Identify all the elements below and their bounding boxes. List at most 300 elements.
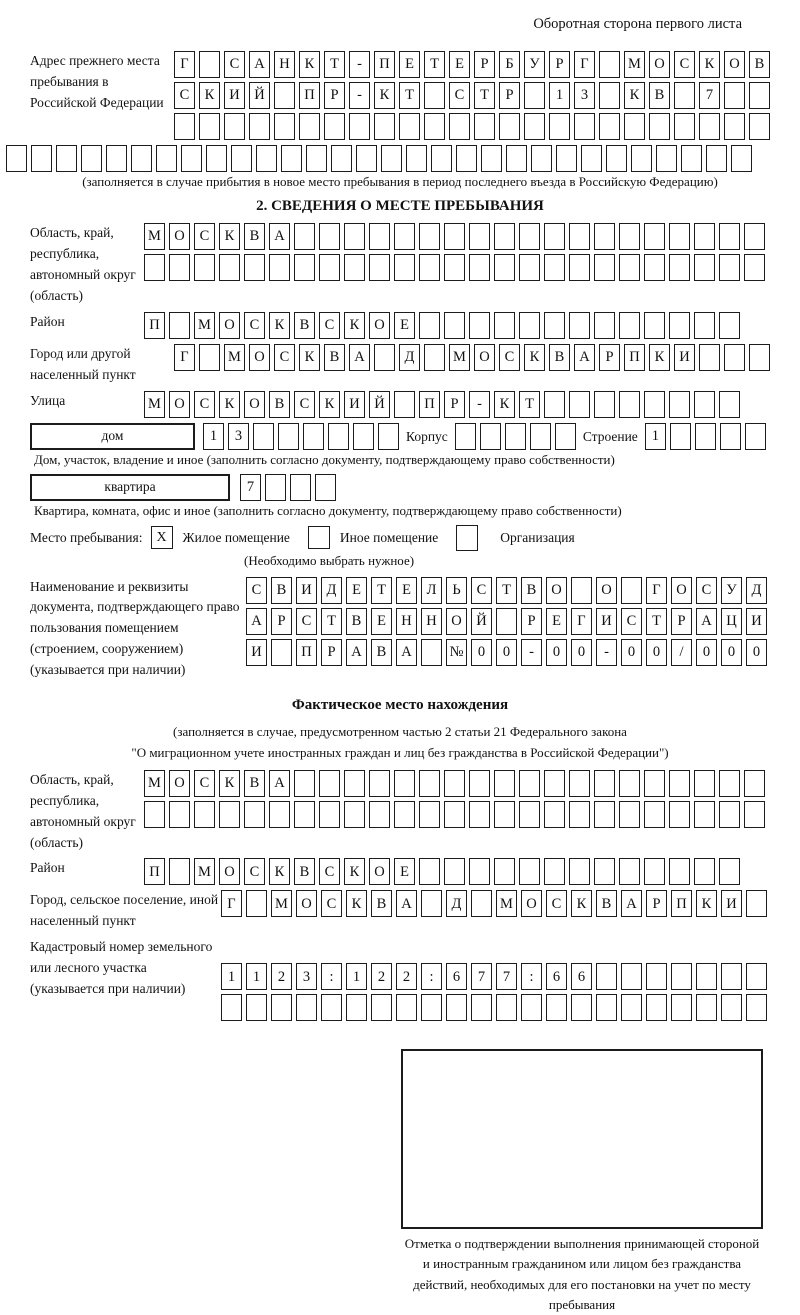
char-cell: А (621, 890, 642, 917)
char-cell: К (269, 858, 290, 885)
char-cell (519, 858, 540, 885)
char-cell (444, 254, 465, 281)
region-grid (144, 223, 765, 281)
char-cell: П (419, 391, 440, 418)
char-cell (731, 145, 752, 172)
char-cell: М (271, 890, 292, 917)
char-cell (221, 994, 242, 1021)
char-cell: Р (474, 51, 495, 78)
char-cell (181, 145, 202, 172)
char-cell (669, 801, 690, 828)
char-cell (719, 391, 740, 418)
char-cell (421, 994, 442, 1021)
char-cell (644, 858, 665, 885)
char-cell: 1 (549, 82, 570, 109)
char-cell: О (446, 608, 467, 635)
char-cell: В (596, 890, 617, 917)
char-cell (596, 963, 617, 990)
char-cell (399, 113, 420, 140)
char-cell: 1 (203, 423, 224, 450)
char-cell (524, 113, 545, 140)
char-cell (644, 801, 665, 828)
region-field (6, 223, 794, 307)
char-cell (594, 391, 615, 418)
char-cell (369, 223, 390, 250)
char-cell: Е (394, 858, 415, 885)
char-cell (506, 145, 527, 172)
char-cell: С (674, 51, 695, 78)
char-cell: О (596, 577, 617, 604)
prev-address-row-3 (174, 113, 770, 140)
char-cell: О (474, 344, 495, 371)
char-cell (631, 145, 652, 172)
char-cell: К (649, 344, 670, 371)
char-cell (371, 994, 392, 1021)
char-cell: К (374, 82, 395, 109)
char-cell (746, 963, 767, 990)
char-cell (471, 994, 492, 1021)
char-cell (471, 890, 492, 917)
char-cell (381, 145, 402, 172)
char-cell: А (696, 608, 717, 635)
char-cell (265, 474, 286, 501)
char-cell: Г (571, 608, 592, 635)
char-cell: № (446, 639, 467, 666)
city-row (174, 344, 770, 371)
district-row (144, 312, 740, 339)
char-cell: О (649, 51, 670, 78)
confirmation-stamp-box (401, 1049, 763, 1229)
char-cell: С (224, 51, 245, 78)
char-cell (469, 254, 490, 281)
char-cell (369, 801, 390, 828)
char-cell (544, 223, 565, 250)
char-cell: Т (519, 391, 540, 418)
char-cell: К (299, 51, 320, 78)
char-cell (569, 254, 590, 281)
char-cell (594, 770, 615, 797)
char-cell: К (344, 312, 365, 339)
char-cell: М (144, 770, 165, 797)
char-cell: 3 (574, 82, 595, 109)
char-cell (256, 145, 277, 172)
char-cell: О (249, 344, 270, 371)
actual-city-field (6, 890, 794, 932)
char-cell: 2 (271, 963, 292, 990)
char-cell: Р (521, 608, 542, 635)
char-cell (569, 858, 590, 885)
char-cell: Т (646, 608, 667, 635)
char-cell: 7 (471, 963, 492, 990)
char-cell: 6 (571, 963, 592, 990)
char-cell: Й (471, 608, 492, 635)
char-cell: С (499, 344, 520, 371)
char-cell (494, 858, 515, 885)
stay-option-other-premises-checkbox (308, 526, 330, 549)
house-type-box: дом (30, 423, 195, 450)
actual-location-title: Фактическое место нахождения (291, 697, 509, 714)
char-cell: 0 (546, 639, 567, 666)
char-cell: А (396, 890, 417, 917)
char-cell (649, 113, 670, 140)
char-cell: 0 (746, 639, 767, 666)
char-cell (199, 51, 220, 78)
char-cell: К (494, 391, 515, 418)
char-cell (169, 254, 190, 281)
char-cell: О (296, 890, 317, 917)
prev-address-grid (174, 51, 770, 140)
char-cell: О (546, 577, 567, 604)
char-cell (619, 312, 640, 339)
document-field (6, 577, 794, 682)
stay-type-field (30, 525, 794, 551)
char-cell (721, 994, 742, 1021)
char-cell: Р (321, 639, 342, 666)
actual-city-row (221, 890, 767, 917)
char-cell (746, 994, 767, 1021)
char-cell (646, 963, 667, 990)
char-cell (419, 858, 440, 885)
char-cell (546, 994, 567, 1021)
stay-option-organization-checkbox (456, 525, 478, 551)
char-cell: 6 (546, 963, 567, 990)
char-cell: К (219, 223, 240, 250)
char-cell: Р (499, 82, 520, 109)
char-cell (194, 254, 215, 281)
char-cell: 6 (446, 963, 467, 990)
char-cell: Р (646, 890, 667, 917)
char-cell: Д (746, 577, 767, 604)
char-cell: С (296, 608, 317, 635)
char-cell (374, 113, 395, 140)
char-cell (624, 113, 645, 140)
char-cell (519, 312, 540, 339)
char-cell: 0 (646, 639, 667, 666)
char-cell: С (194, 770, 215, 797)
char-cell (344, 801, 365, 828)
char-cell (174, 113, 195, 140)
char-cell (194, 801, 215, 828)
char-cell: Р (599, 344, 620, 371)
char-cell (599, 51, 620, 78)
char-cell (719, 801, 740, 828)
char-cell: А (574, 344, 595, 371)
char-cell (294, 254, 315, 281)
stay-type-label: Место пребывания: (30, 529, 143, 545)
document-row-3 (246, 639, 767, 666)
char-cell (544, 801, 565, 828)
char-cell: Е (371, 608, 392, 635)
char-cell (621, 577, 642, 604)
char-cell (419, 312, 440, 339)
actual-region-label: Область, край, республика, автономный округ (область) (30, 771, 136, 850)
char-cell (696, 963, 717, 990)
char-cell (353, 423, 374, 450)
char-cell: О (724, 51, 745, 78)
char-cell (169, 801, 190, 828)
char-cell: К (696, 890, 717, 917)
char-cell (494, 223, 515, 250)
char-cell (144, 801, 165, 828)
char-cell: / (671, 639, 692, 666)
char-cell: С (546, 890, 567, 917)
char-cell: Е (399, 51, 420, 78)
char-cell: М (496, 890, 517, 917)
char-cell: П (144, 312, 165, 339)
stroenie-cells (645, 423, 766, 450)
char-cell: М (224, 344, 245, 371)
char-cell (594, 223, 615, 250)
char-cell (421, 639, 442, 666)
char-cell (746, 890, 767, 917)
char-cell: Г (174, 344, 195, 371)
char-cell: В (294, 858, 315, 885)
char-cell: : (521, 963, 542, 990)
char-cell (419, 770, 440, 797)
char-cell (569, 770, 590, 797)
char-cell (694, 801, 715, 828)
char-cell (349, 113, 370, 140)
char-cell: Е (449, 51, 470, 78)
char-cell: В (346, 608, 367, 635)
prev-address-label: Адрес прежнего места пребывания в Российской Федерации (30, 53, 164, 110)
char-cell (131, 145, 152, 172)
char-cell (669, 312, 690, 339)
char-cell: В (269, 391, 290, 418)
char-cell (31, 145, 52, 172)
char-cell (699, 344, 720, 371)
cadastre-field (6, 937, 794, 1021)
char-cell (569, 312, 590, 339)
char-cell (231, 145, 252, 172)
char-cell (619, 223, 640, 250)
char-cell (455, 423, 476, 450)
char-cell (694, 254, 715, 281)
prev-address-row-1 (174, 51, 770, 78)
char-cell (720, 423, 741, 450)
char-cell (594, 254, 615, 281)
char-cell: Н (396, 608, 417, 635)
char-cell (670, 423, 691, 450)
char-cell (444, 770, 465, 797)
char-cell (321, 994, 342, 1021)
stroenie-label: Строение (582, 428, 638, 444)
char-cell: П (624, 344, 645, 371)
char-cell: К (699, 51, 720, 78)
char-cell: Ц (721, 608, 742, 635)
char-cell (469, 858, 490, 885)
apartment-note: Квартира, комната, офис и иное (заполнить согласно документу, подтверждающему право собственности) (34, 502, 622, 518)
char-cell (724, 113, 745, 140)
char-cell: О (219, 858, 240, 885)
char-cell: Г (574, 51, 595, 78)
char-cell: В (549, 344, 570, 371)
char-cell (619, 801, 640, 828)
char-cell (244, 254, 265, 281)
char-cell: К (319, 391, 340, 418)
char-cell: К (199, 82, 220, 109)
char-cell: С (274, 344, 295, 371)
prev-address-row-2 (174, 82, 770, 109)
char-cell: К (269, 312, 290, 339)
char-cell: 0 (496, 639, 517, 666)
document-label: Наименование и реквизиты документа, подтверждающего право пользования помещением (строением, сооружением) (указывается при наличии) (30, 578, 240, 678)
char-cell (224, 113, 245, 140)
document-row-1 (246, 577, 767, 604)
confirmation-stamp-note: Отметка о подтверждении выполнения принимающей стороной и иностранным гражданином или лицом без гражданства действий, необходимых для его постановки на учет по месту пребывания (404, 1236, 760, 1312)
char-cell (644, 312, 665, 339)
city-field (6, 344, 794, 386)
char-cell (681, 145, 702, 172)
house-field (30, 423, 794, 450)
char-cell: 7 (240, 474, 261, 501)
char-cell (496, 994, 517, 1021)
char-cell: М (449, 344, 470, 371)
char-cell (699, 113, 720, 140)
char-cell: А (346, 639, 367, 666)
char-cell (169, 312, 190, 339)
char-cell: П (144, 858, 165, 885)
prev-address-note: (заполняется в случае прибытия в новое место пребывания в период последнего въезда в Российскую Федерацию) (82, 174, 718, 189)
char-cell: В (294, 312, 315, 339)
char-cell (444, 312, 465, 339)
char-cell (346, 994, 367, 1021)
char-cell (646, 994, 667, 1021)
char-cell (431, 145, 452, 172)
char-cell: - (521, 639, 542, 666)
char-cell (319, 770, 340, 797)
char-cell (674, 113, 695, 140)
char-cell: Н (274, 51, 295, 78)
char-cell (444, 858, 465, 885)
char-cell: : (421, 963, 442, 990)
actual-location-note-line1: (заполняется в случае, предусмотренном частью 2 статьи 21 Федерального закона (173, 724, 627, 740)
char-cell: И (746, 608, 767, 635)
char-cell (469, 801, 490, 828)
char-cell: А (349, 344, 370, 371)
char-cell: О (369, 312, 390, 339)
char-cell (290, 474, 311, 501)
char-cell (619, 391, 640, 418)
char-cell (294, 770, 315, 797)
char-cell (496, 608, 517, 635)
char-cell (544, 312, 565, 339)
char-cell (669, 770, 690, 797)
apartment-type-box: квартира (30, 474, 230, 501)
char-cell: И (674, 344, 695, 371)
char-cell (656, 145, 677, 172)
char-cell: И (344, 391, 365, 418)
char-cell (306, 145, 327, 172)
char-cell (569, 223, 590, 250)
char-cell (219, 801, 240, 828)
char-cell (278, 423, 299, 450)
char-cell (156, 145, 177, 172)
char-cell: С (194, 391, 215, 418)
char-cell (530, 423, 551, 450)
char-cell (749, 82, 770, 109)
actual-region-grid (144, 770, 765, 828)
char-cell (494, 801, 515, 828)
char-cell: Т (424, 51, 445, 78)
char-cell: 0 (696, 639, 717, 666)
char-cell (555, 423, 576, 450)
actual-district-field (6, 858, 794, 885)
char-cell: Г (174, 51, 195, 78)
char-cell (424, 82, 445, 109)
char-cell (378, 423, 399, 450)
char-cell: 0 (721, 639, 742, 666)
char-cell (674, 82, 695, 109)
char-cell (706, 145, 727, 172)
char-cell (571, 994, 592, 1021)
char-cell (669, 858, 690, 885)
char-cell (206, 145, 227, 172)
char-cell: П (296, 639, 317, 666)
char-cell: С (471, 577, 492, 604)
char-cell (621, 994, 642, 1021)
char-cell: М (144, 223, 165, 250)
char-cell (596, 994, 617, 1021)
char-cell (524, 82, 545, 109)
char-cell: Р (271, 608, 292, 635)
char-cell (419, 254, 440, 281)
char-cell (719, 858, 740, 885)
char-cell (319, 223, 340, 250)
char-cell (594, 312, 615, 339)
char-cell (519, 223, 540, 250)
char-cell (621, 963, 642, 990)
char-cell: П (671, 890, 692, 917)
char-cell: Г (221, 890, 242, 917)
char-cell (394, 770, 415, 797)
region-label: Область, край, республика, автономный округ (область) (30, 225, 136, 303)
char-cell: 7 (699, 82, 720, 109)
char-cell: С (294, 391, 315, 418)
char-cell: Е (396, 577, 417, 604)
char-cell (749, 344, 770, 371)
char-cell (469, 312, 490, 339)
street-field (6, 391, 794, 418)
char-cell (244, 801, 265, 828)
char-cell: Е (394, 312, 415, 339)
char-cell (695, 423, 716, 450)
char-cell (694, 391, 715, 418)
char-cell: В (244, 770, 265, 797)
char-cell: П (299, 82, 320, 109)
char-cell (671, 994, 692, 1021)
confirmation-stamp-area (401, 1049, 763, 1315)
char-cell: А (396, 639, 417, 666)
stay-option-residential-checkbox: X (151, 526, 173, 549)
char-cell (569, 801, 590, 828)
char-cell (544, 858, 565, 885)
char-cell: Т (496, 577, 517, 604)
char-cell (274, 113, 295, 140)
char-cell (56, 145, 77, 172)
char-cell (619, 770, 640, 797)
char-cell (456, 145, 477, 172)
char-cell (719, 254, 740, 281)
char-cell: У (721, 577, 742, 604)
char-cell: С (319, 312, 340, 339)
char-cell (394, 254, 415, 281)
street-label: Улица (30, 392, 66, 408)
cadastre-grid (221, 937, 767, 1021)
char-cell (549, 113, 570, 140)
char-cell (519, 770, 540, 797)
char-cell: П (374, 51, 395, 78)
